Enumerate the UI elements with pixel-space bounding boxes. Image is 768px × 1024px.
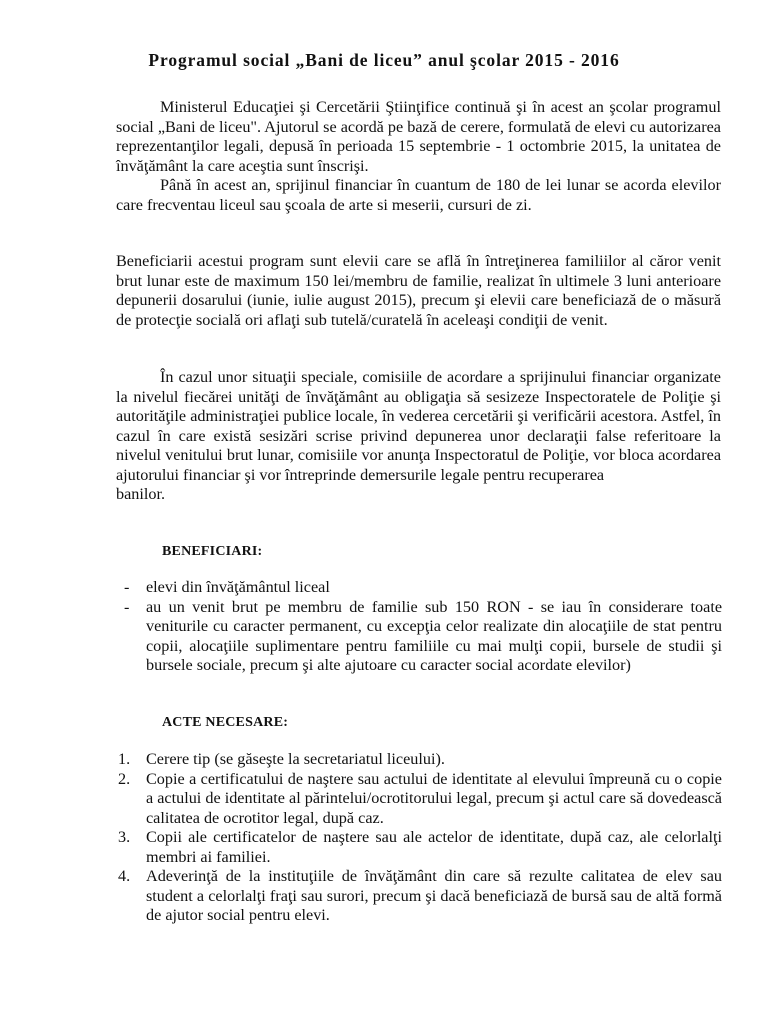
- dash-bullet: -: [124, 597, 130, 616]
- list-item: [116, 578, 722, 598]
- intro-paragraphs: [116, 98, 721, 215]
- item-number: 2.: [118, 769, 131, 788]
- list-item-text: Adeverinţă de la instituţiile de învăţământ din care să rezulte calitatea de elev sau student a celorlalţi fraţi sau surori, precum şi dacă beneficiază de bursă sau de altă formă de ajutor social pentru elevi.: [146, 867, 722, 924]
- list-item-text: elevi din învăţământul liceal: [146, 578, 330, 596]
- item-number: 1.: [118, 750, 131, 768]
- dash-bullet: -: [124, 578, 130, 596]
- document-title: Programul social „Bani de liceu” anul şcolar 2015 - 2016: [148, 50, 620, 70]
- list-item: [116, 750, 722, 770]
- list-item: [116, 770, 722, 829]
- list-item-text: Copie a certificatului de naştere sau actului de identitate al elevului împreună cu o copie a actului de identitate al părintelui/ocrotitorului legal, precum şi actul care să dovedească calitatea de ocrotitor legal, după caz.: [146, 769, 722, 827]
- paragraph-ministry: Ministerul Educaţiei şi Cercetării Ştiinţifice continuă şi în acest an şcolar programul social „Bani de liceu". Ajutorul se acordă pe bază de cerere, formulată de elevi cu autorizarea reprezentanţilor legali, depusă în perioada 15 septembrie - 1 octombrie 2015, la unitatea de învăţământ la care aceştia sunt înscrişi.: [116, 98, 721, 175]
- item-number: 3.: [118, 828, 131, 846]
- acte-heading: ACTE NECESARE:: [162, 715, 289, 730]
- list-item-text: Cerere tip (se găseşte la secretariatul liceului).: [146, 750, 445, 768]
- beneficiari-list: [116, 578, 722, 676]
- special-situations-block: [116, 368, 721, 505]
- paragraph-previous-support: Până în acest an, sprijinul financiar în cuantum de 180 de lei lunar se acorda elevilor care frecventau liceul sau şcoala de arte si meserii, cursuri de zi.: [116, 176, 721, 214]
- list-item: [116, 867, 722, 926]
- beneficiari-heading: BENEFICIARI:: [162, 544, 263, 559]
- list-item: [116, 828, 722, 867]
- list-item-text: au un venit brut pe membru de familie sub 150 RON - se iau în considerare toate veniturile cu caracter permanent, cu excepţia celor realizate din alocaţiile de stat pentru copii, alocaţiile suplimentare pentru familiile cu mai mulţi copii, bursele de studii şi bursele sociale, precum şi alte ajutoare cu caracter social acordate elevilor): [146, 597, 722, 674]
- paragraph-special-situations-end: banilor.: [116, 485, 166, 503]
- list-item: [116, 598, 722, 676]
- item-number: 4.: [118, 867, 131, 885]
- paragraph-beneficiaries-description: Beneficiarii acestui program sunt elevii care se află în întreţinerea familiilor al căror venit brut lunar este de maximum 150 lei/membru de familie, realizat în ultimele 3 luni anterioare depunerii dosarului (iunie, iulie august 2015), precum şi elevii care beneficiază de o măsură de protecţie socială ori aflaţi sub tutelă/curatelă în aceleaşi condiţii de venit.: [116, 252, 721, 329]
- paragraph-special-situations: În cazul unor situaţii speciale, comisiile de acordare a sprijinului financiar organizate la nivelul fiecărei unităţi de învăţământ au obligaţia să sesizeze Inspectoratele de Poliţie şi autorităţile administraţiei publice locale, în vederea cercetării şi verificării acestora. Astfel, în cazul în care există sesizări scrise privind depunerea unor declaraţii false referitoare la nivelul venitului brut lunar, comisiile vor anunţa Inspectoratul de Poliţie, vor bloca acordarea ajutorului financiar şi vor întreprinde demersurile legale pentru recuperarea: [116, 368, 721, 484]
- list-item-text: Copii ale certificatelor de naştere sau ale actelor de identitate, după caz, ale celorlalţi membri ai familiei.: [146, 828, 722, 866]
- acte-list: [116, 750, 722, 926]
